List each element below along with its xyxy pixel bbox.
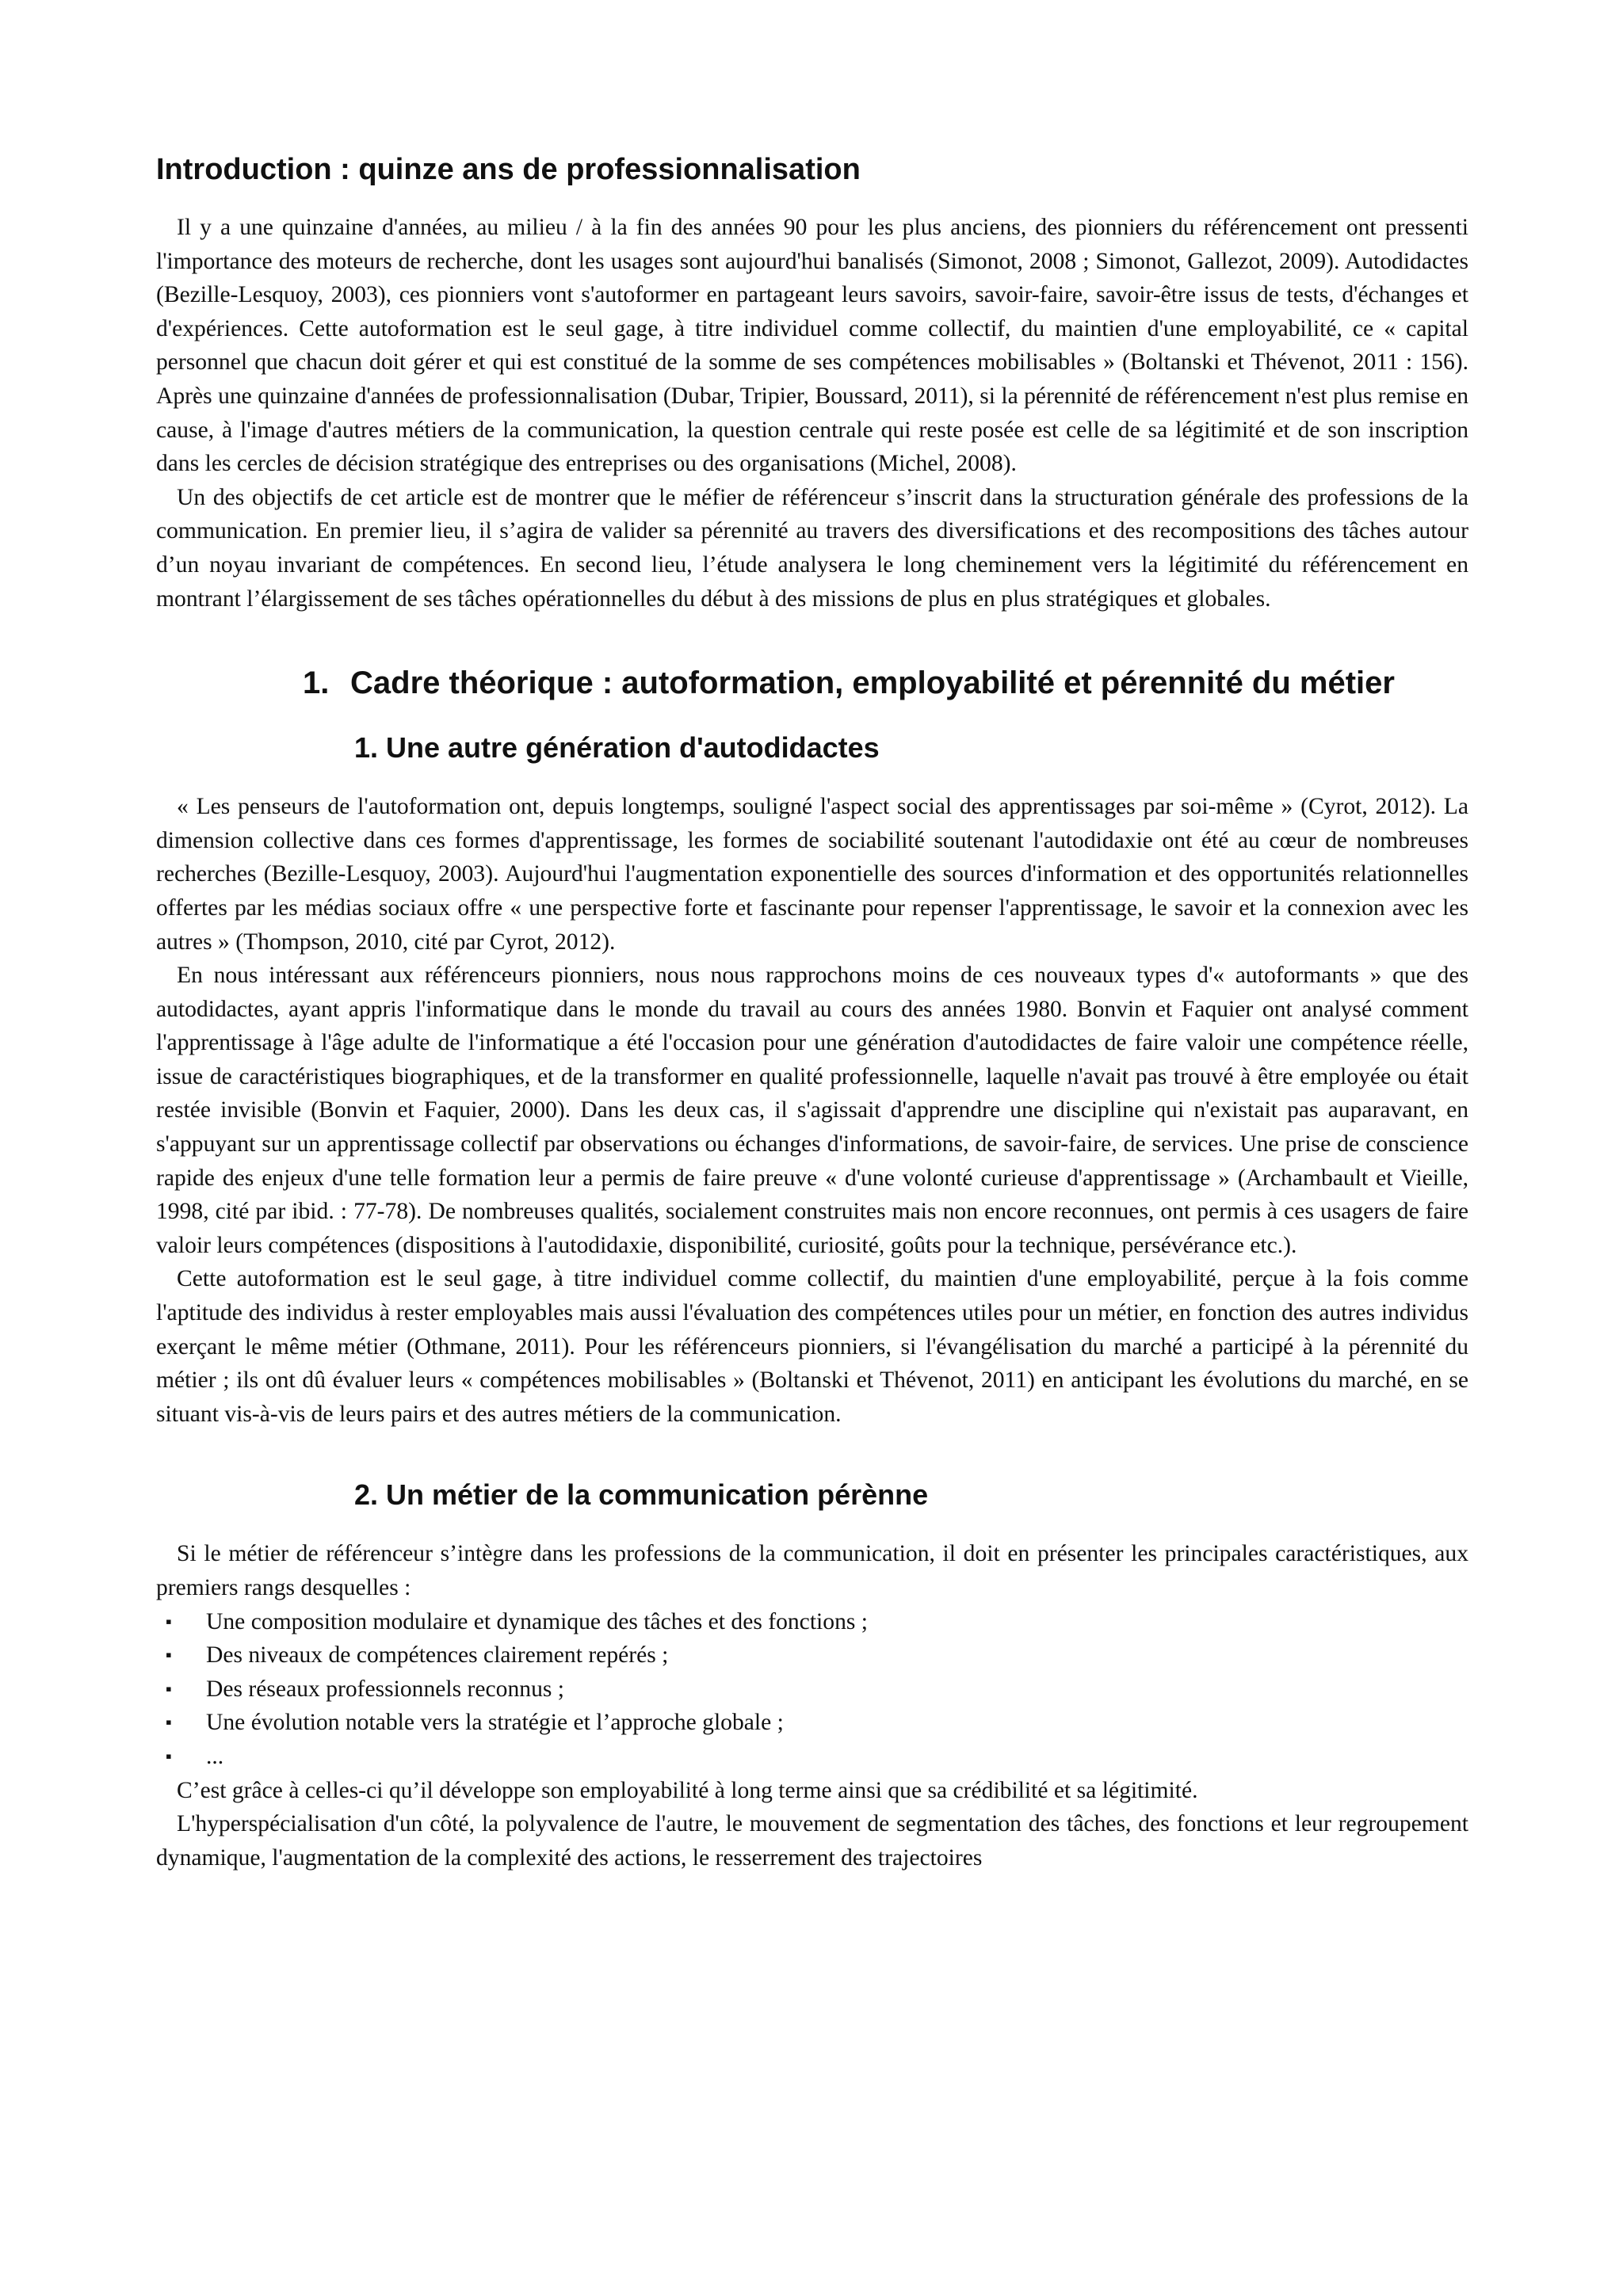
list-item: ▪ ... [156,1740,1468,1774]
list-item: ▪ Une composition modulaire et dynamique des tâches et des fonctions ; [156,1605,1468,1639]
subsection-2-paragraph-1: C’est grâce à celles-ci qu’il développe son employabilité à long terme ainsi que sa crédibilité et sa légitimité. [177,1777,1198,1803]
bullet-icon: ▪ [166,1745,172,1766]
page-content [156,151,1468,1875]
bullet-icon: ▪ [166,1645,172,1665]
list-item: ▪ Des réseaux professionnels reconnus ; [156,1672,1468,1707]
bullet-icon: ▪ [166,1678,172,1699]
subsection-1-paragraph-1: « Les penseurs de l'autoformation ont, depuis longtemps, souligné l'aspect social des apprentissages par soi-même » (Cyrot, 2012). La dimension collective dans ces formes d'apprentissage, les formes de sociabilité soutenant l'autodidaxie ont été au cœur de nombreuses recherches (Bezille-Lesquoy, 2003). Aujourd'hui l'augmentation exponentielle des sources d'information et des opportunités relationnelles offertes par les médias sociaux offre « une perspective forte et fascinante pour repenser l'apprentissage, le savoir et la connexion avec les autres » (Thompson, 2010, cité par Cyrot, 2012). [156,794,1468,955]
subsection-2-intro: Si le métier de référenceur s’intègre dans les professions de la communication, il doit en présenter les principales caractéristiques, aux premiers rangs desquelles : [156,1541,1468,1600]
list-item: ▪ Une évolution notable vers la stratégie et l’approche globale ; [156,1706,1468,1740]
subsection-1-heading: 1. Une autre génération d'autodidactes [354,731,880,765]
intro-heading: Introduction : quinze ans de professionnalisation [156,153,861,186]
bullet-icon: ▪ [166,1712,172,1733]
section-1-title: Cadre théorique : autoformation, employabilité et pérennité du métier [350,666,1395,701]
intro-paragraph-1: Il y a une quinzaine d'années, au milieu / à la fin des années 90 pour les plus anciens, des pionniers du référencement ont pressenti l'importance des moteurs de recherche, dont les usages sont aujourd'hui banalisés (Simonot, 2008 ; Simonot, Gallezot, 2009). Autodidactes (Bezille-Lesquoy, 2003), ces pionniers vont s'autoformer en partageant leurs savoirs, savoir-faire, savoir-être issus de tests, d'échanges et d'expériences. Cette autoformation est le seul gage, à titre individuel comme collectif, du maintien d'une employabilité, ce « capital personnel que chacun doit gérer et qui est constitué de la somme de ses compétences mobilisables » (Boltanski et Thévenot, 2011 : 156). Après une quinzaine d'années de professionnalisation (Dubar, Tripier, Boussard, 2011), si la pérennité de référencement n'est plus remise en cause, à l'image d'autres métiers de la communication, la question centrale qui reste posée est celle de sa légitimité et de son inscription dans les cercles de décision stratégique des entreprises ou des organisations (Michel, 2008). [156,215,1468,477]
subsection-1-paragraph-2: En nous intéressant aux référenceurs pionniers, nous nous rapprochons moins de ces nouveaux types d'« autoformants » que des autodidactes, ayant appris l'informatique dans le monde du travail au cours des années 1980. Bonvin et Faquier ont analysé comment l'apprentissage à l'âge adulte de l'informatique a été l'occasion pour une génération d'autodidactes de faire valoir une compétence réelle, issue de caractéristiques biographiques, et de la transformer en qualité professionnelle, laquelle n'avait pas trouvé à être employée ou était restée invisible (Bonvin et Faquier, 2000). Dans les deux cas, il s'agissait d'apprendre une discipline qui n'existait pas auparavant, en s'appuyant sur un apprentissage collectif par observations ou échanges d'informations, de savoir-faire, de services. Une prise de conscience rapide des enjeux d'une telle formation leur a permis de faire preuve « d'une volonté curieuse d'apprentissage » (Archambault et Vieille, 1998, cité par ibid. : 77-78). De nombreuses qualités, socialement construites mais non encore reconnues, ont permis à ces usagers de faire valoir leurs compétences (dispositions à l'autodidaxie, disponibilité, curiosité, goûts pour la technique, persévérance etc.). [156,963,1468,1258]
bullet-icon: ▪ [166,1611,172,1631]
list-item: ▪ Des niveaux de compétences clairement repérés ; [156,1638,1468,1672]
section-1-number: 1. [303,666,330,701]
subsection-2-paragraph-2: L'hyperspécialisation d'un côté, la polyvalence de l'autre, le mouvement de segmentation des tâches, des fonctions et leur regroupement dynamique, l'augmentation de la complexité des actions, le resserrement des trajectoires [156,1811,1468,1871]
characteristics-list [156,1605,1468,1774]
subsection-2-heading: 2. Un métier de la communication pérènne [354,1478,929,1512]
subsection-1-paragraph-3: Cette autoformation est le seul gage, à titre individuel comme collectif, du maintien d'une employabilité, perçue à la fois comme l'aptitude des individus à rester employables mais aussi l'évaluation des compétences utiles pour un métier, en fonction des autres individus exerçant le même métier (Othmane, 2011). Pour les référenceurs pionniers, si l'évangélisation du marché a participé à la pérennité du métier ; ils ont dû évaluer leurs « compétences mobilisables » (Boltanski et Thévenot, 2011) en anticipant les évolutions du marché, en se situant vis-à-vis de leurs pairs et des autres métiers de la communication. [156,1266,1468,1427]
intro-paragraph-2: Un des objectifs de cet article est de montrer que le méfier de référenceur s’inscrit dans la structuration générale des professions de la communication. En premier lieu, il s’agira de valider sa pérennité au travers des diversifications et des recompositions des tâches autour d’un noyau invariant de compétences. En second lieu, l’étude analysera le long cheminement vers la légitimité du référencement en montrant l’élargissement de ses tâches opérationnelles du début à des missions de plus en plus stratégiques et globales. [156,484,1468,612]
section-1-heading [156,663,1468,703]
